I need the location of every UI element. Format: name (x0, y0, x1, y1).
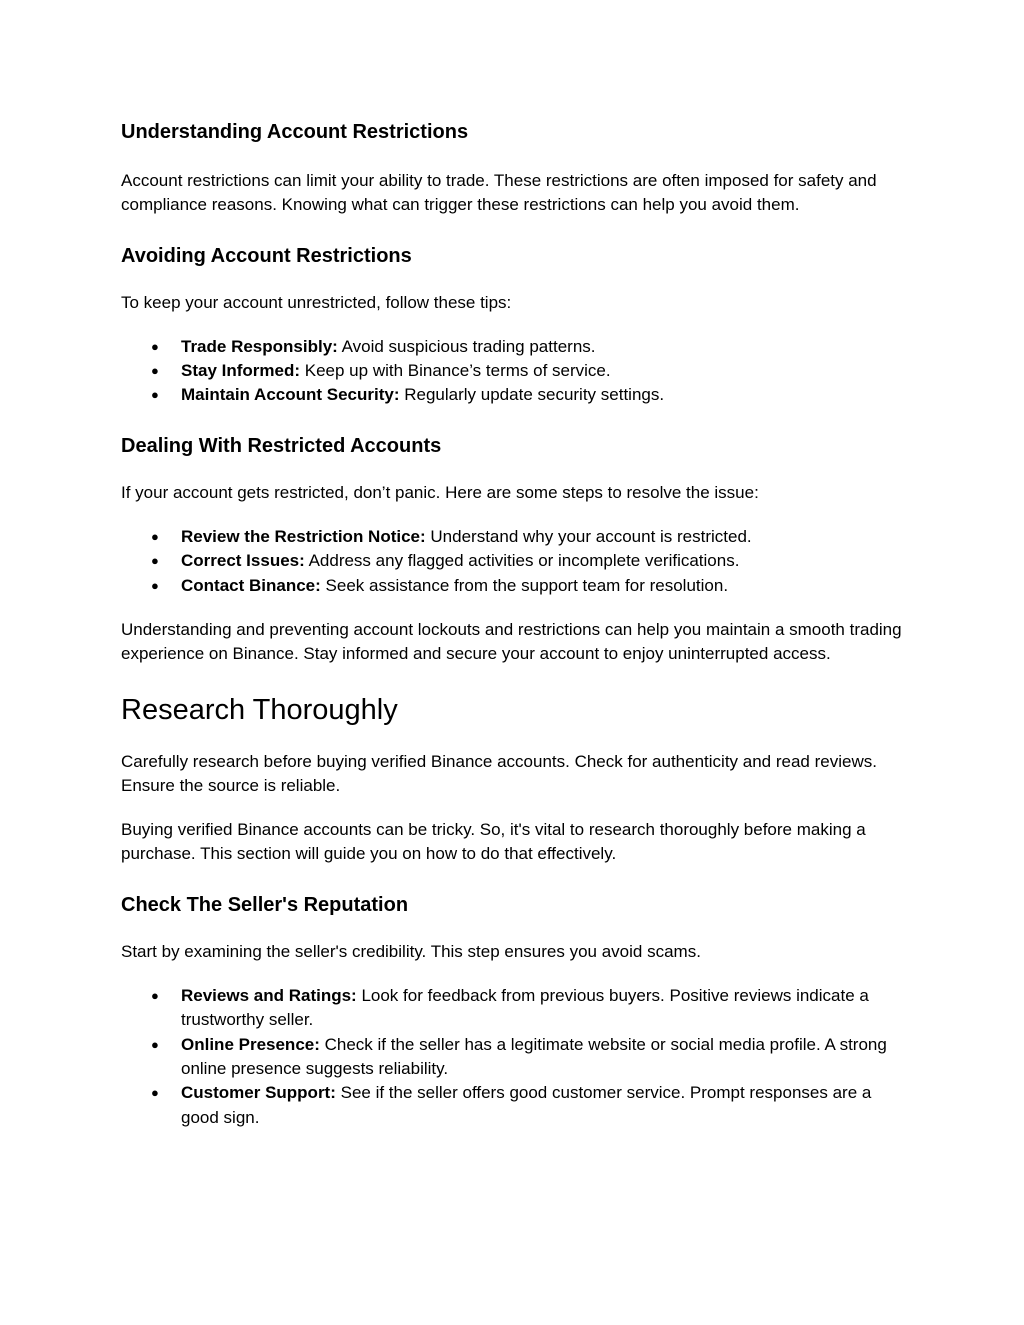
bullet-icon: ● (151, 1036, 159, 1052)
bullet-icon: ● (151, 988, 159, 1004)
list-dealing-steps (121, 525, 911, 598)
list-item-text: Understand why your account is restricted. (425, 527, 752, 547)
paragraph-understanding-restrictions: Account restrictions can limit your ability to trade. These restrictions are often imposed for safety and compliance reasons. Knowing what can trigger these restrictions can help you avoid them. (121, 171, 877, 215)
list-item-label: Customer Support: (181, 1083, 336, 1103)
bullet-icon: ● (151, 577, 159, 593)
list-item-text: Address any flagged activities or incomplete verifications. (304, 551, 740, 571)
list-item-label: Contact Binance: (181, 575, 321, 595)
list-item-label: Correct Issues: (181, 551, 305, 571)
paragraph-research-1: Carefully research before buying verified Binance accounts. Check for authenticity and read reviews. Ensure the source is reliable. (121, 751, 877, 795)
paragraph-dealing-intro: If your account gets restricted, don’t panic. Here are some steps to resolve the issue: (121, 482, 759, 502)
heading-understanding-restrictions: Understanding Account Restrictions (121, 121, 469, 143)
list-item-text: Check if the seller has a legitimate website or social media profile. A strong online presence suggests reliability. (181, 1034, 887, 1078)
bullet-icon: ● (151, 387, 159, 403)
list-item-label: Trade Responsibly: (181, 336, 338, 356)
heading-research-thoroughly: Research Thoroughly (121, 693, 398, 726)
document-content (121, 118, 911, 1130)
list-item (121, 335, 911, 359)
list-item (121, 574, 911, 598)
paragraph-research-2: Buying verified Binance accounts can be tricky. So, it's vital to research thoroughly before making a purchase. This section will guide you on how to do that effectively. (121, 820, 866, 864)
bullet-icon: ● (151, 338, 159, 354)
list-seller-checks (121, 984, 911, 1130)
list-item (121, 1033, 911, 1082)
paragraph-seller-intro: Start by examining the seller's credibility. This step ensures you avoid scams. (121, 941, 701, 961)
bullet-icon: ● (151, 553, 159, 569)
list-item-text: Seek assistance from the support team for resolution. (320, 575, 729, 595)
list-item (121, 1081, 911, 1130)
list-item-text: Avoid suspicious trading patterns. (337, 336, 596, 356)
list-item-label: Online Presence: (181, 1034, 320, 1054)
bullet-icon: ● (151, 363, 159, 379)
list-avoiding-tips (121, 335, 911, 408)
list-item-text: See if the seller offers good customer service. Prompt responses are a good sign. (181, 1083, 872, 1127)
paragraph-avoiding-intro: To keep your account unrestricted, follow these tips: (121, 292, 512, 312)
heading-seller-reputation: Check The Seller's Reputation (121, 893, 409, 916)
list-item (121, 525, 911, 549)
paragraph-dealing-closing: Understanding and preventing account lockouts and restrictions can help you maintain a smooth trading experience on Binance. Stay informed and secure your account to enjoy uninterrupted access. (121, 619, 902, 664)
list-item (121, 359, 911, 383)
heading-avoiding-restrictions: Avoiding Account Restrictions (121, 244, 412, 267)
list-item-text: Look for feedback from previous buyers. Positive reviews indicate a trustworthy seller. (181, 986, 869, 1030)
list-item-label: Review the Restriction Notice: (181, 527, 426, 547)
list-item (121, 383, 911, 407)
list-item (121, 549, 911, 573)
heading-dealing-restricted: Dealing With Restricted Accounts (121, 434, 442, 457)
bullet-icon: ● (151, 1085, 159, 1101)
list-item (121, 984, 911, 1033)
bullet-icon: ● (151, 529, 159, 545)
list-item-text: Regularly update security settings. (399, 385, 665, 405)
list-item-label: Maintain Account Security: (181, 385, 400, 405)
list-item-label: Reviews and Ratings: (181, 986, 357, 1006)
list-item-label: Stay Informed: (181, 361, 301, 381)
list-item-text: Keep up with Binance’s terms of service. (300, 361, 611, 381)
